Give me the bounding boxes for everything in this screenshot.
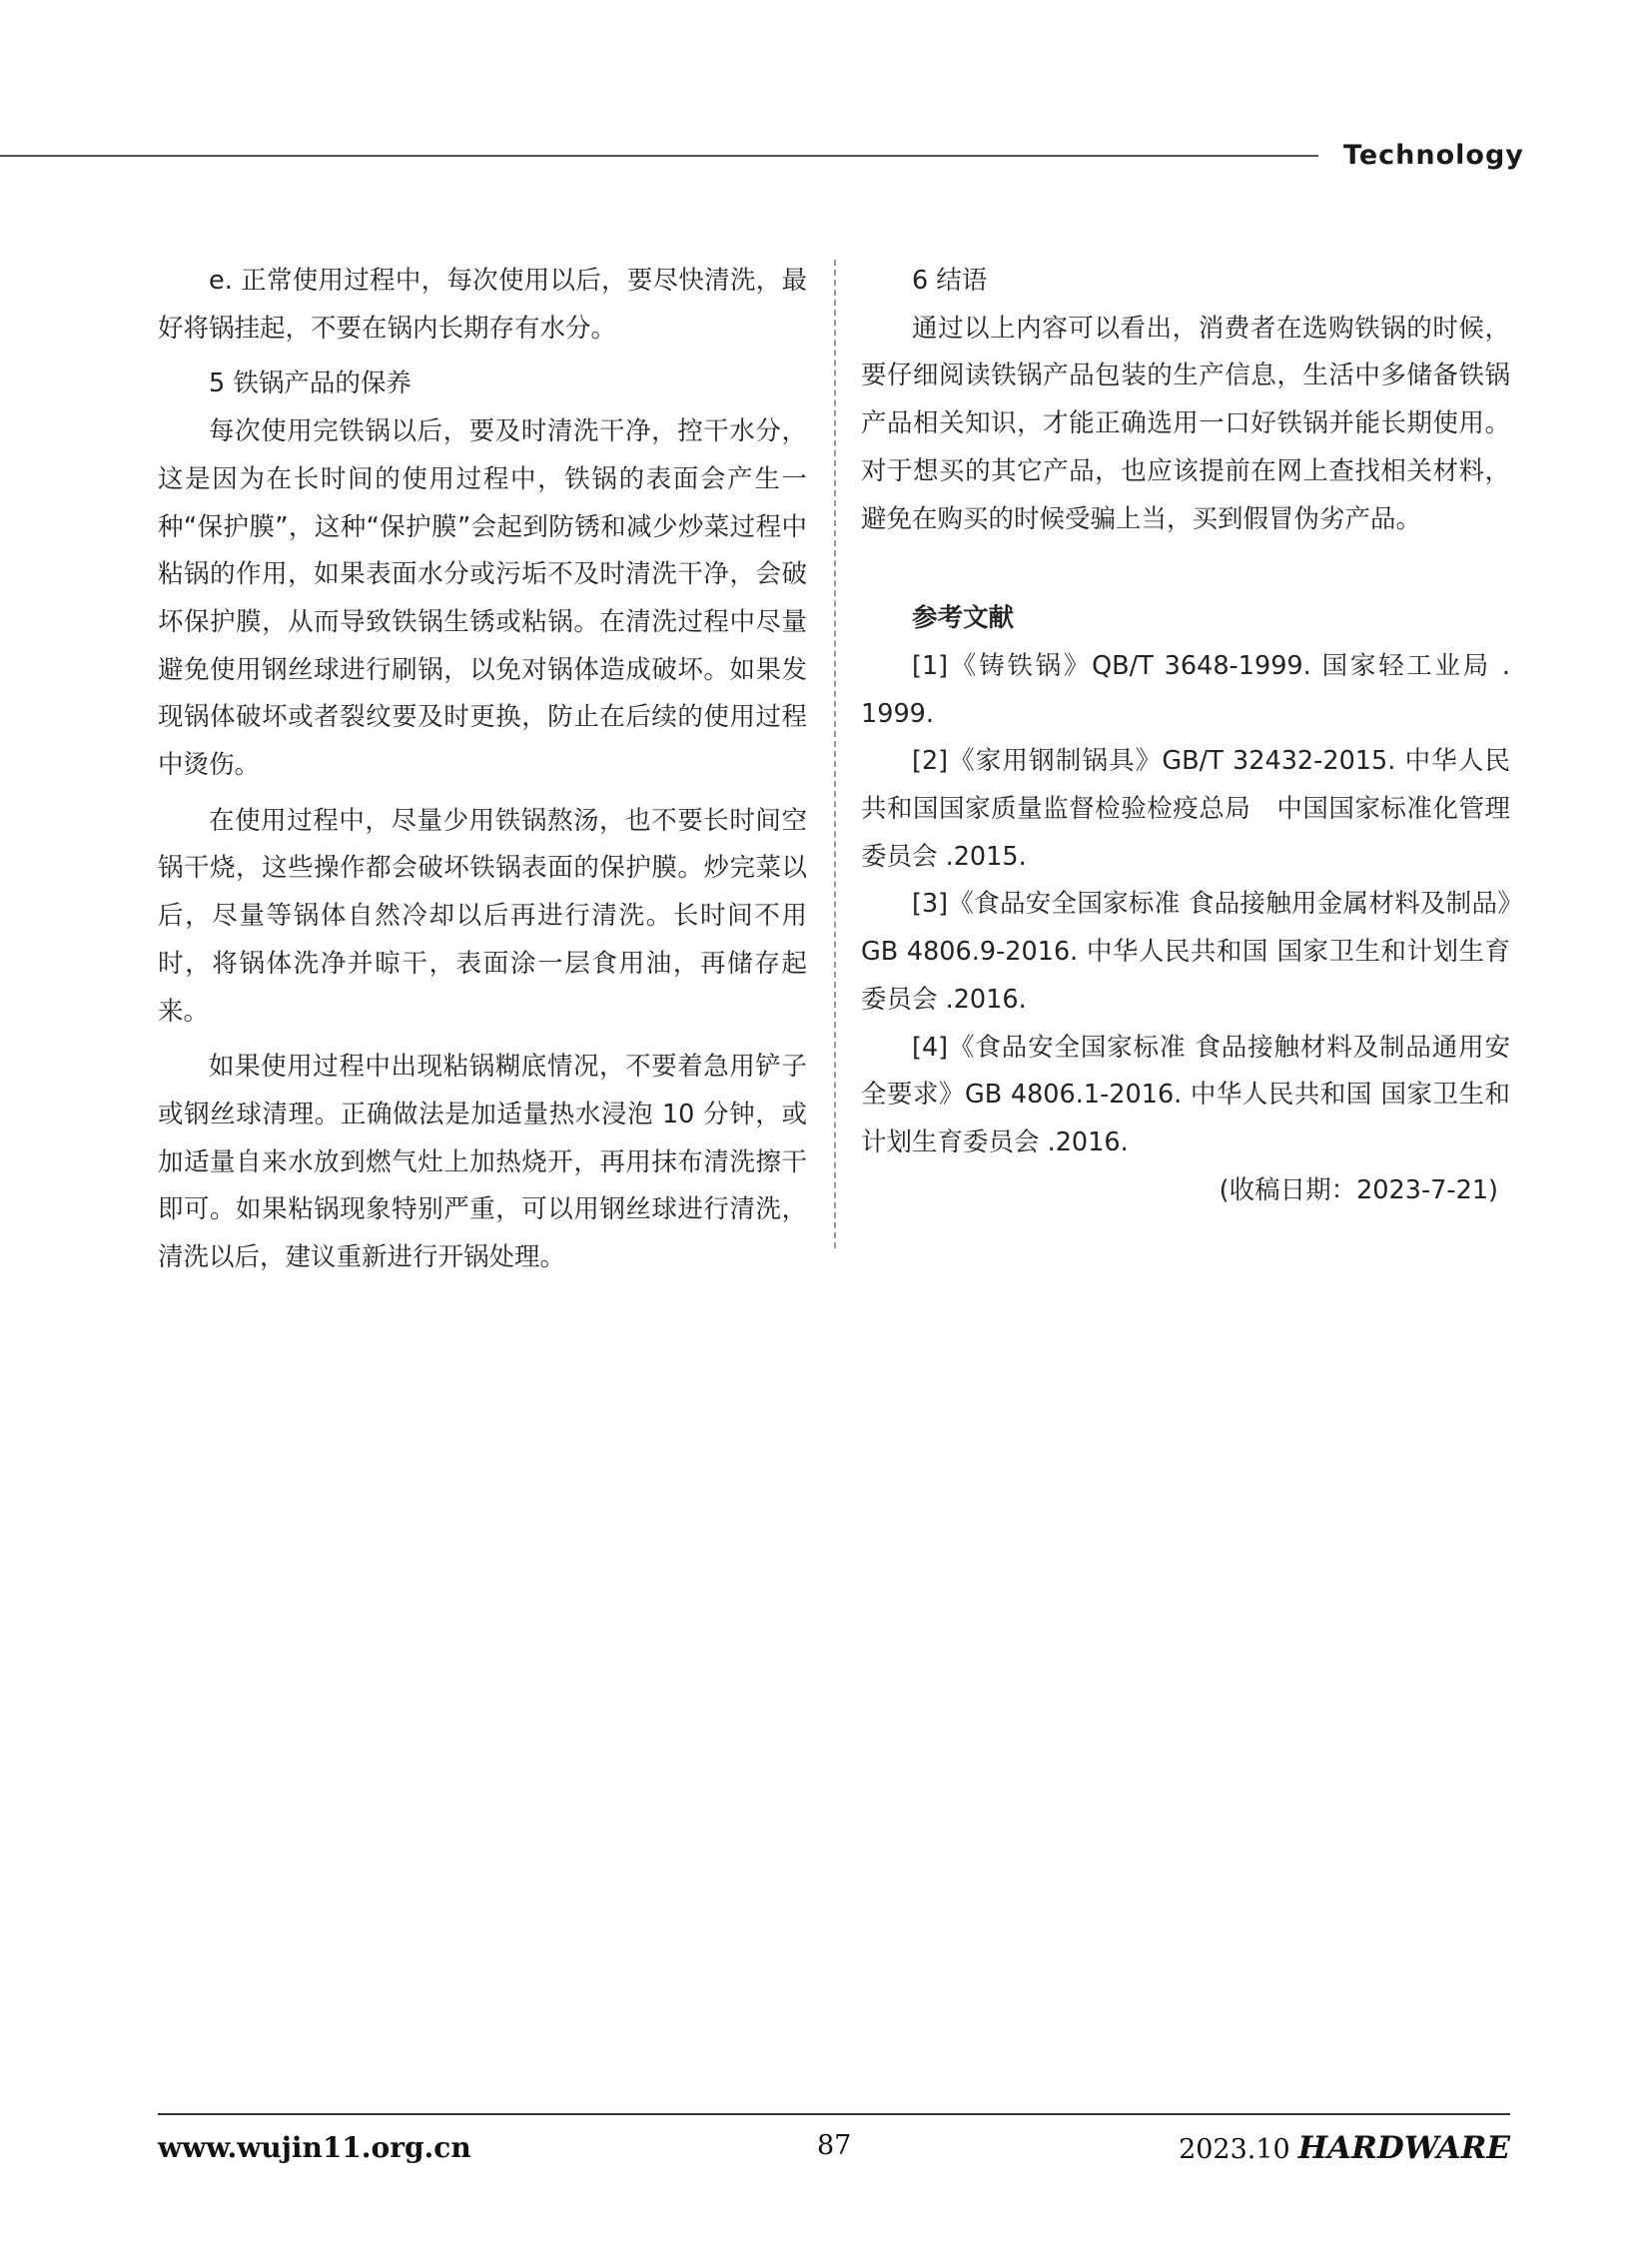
column-divider [834, 260, 836, 1248]
received-date: (收稿日期：2023-7-21) [1219, 1174, 1498, 1205]
spacer [861, 543, 1510, 595]
magazine-name: HARDWARE [1297, 2130, 1510, 2166]
reference-item: [2]《家用钢制锅具》GB/T 32432-2015. 中华人民共和国国家质量监督检验检疫总局 中国国家标准化管理委员会 .2015. [861, 746, 1510, 872]
reference-item: [1]《铸铁锅》QB/T 3648-1999. 国家轻工业局 . 1999. [861, 650, 1510, 729]
left-column [158, 258, 807, 1290]
footer-issue [1179, 2130, 1510, 2166]
page-number: 87 [817, 2130, 852, 2161]
section-heading: 6 结语 [912, 266, 988, 296]
section-tag: Technology [1343, 140, 1524, 171]
section-heading: 5 铁锅产品的保养 [209, 369, 412, 399]
footer-rule [158, 2113, 1510, 2115]
references-heading: 参考文献 [912, 603, 1015, 634]
paragraph: 在使用过程中，尽量少用铁锅熬汤，也不要长时间空锅干烧，这些操作都会破坏铁锅表面的保护膜。炒完菜以后，尽量等锅体自然冷却以后再进行清洗。长时间不用时，将锅体洗净并晾干，表面涂一层食用油，再储存起来。 [158, 805, 807, 1027]
footer-url: www.wujin11.org.cn [158, 2131, 471, 2164]
paragraph: 如果使用过程中出现粘锅糊底情况，不要着急用铲子或钢丝球清理。正确做法是加适量热水浸泡 10 分钟，或加适量自来水放到燃气灶上加热烧开，再用抹布清洗擦干即可。如果粘锅现象特别严重，可以用钢丝球进行清洗，清洗以后，建议重新进行开锅处理。 [158, 1052, 807, 1273]
right-column [861, 258, 1510, 1214]
reference-item: [4]《食品安全国家标准 食品接触材料及制品通用安全要求》GB 4806.1-2016. 中华人民共和国 国家卫生和计划生育委员会 .2016. [861, 1032, 1510, 1157]
paragraph: e. 正常使用过程中，每次使用以后，要尽快清洗，最好将锅挂起，不要在锅内长期存有水分。 [158, 266, 807, 344]
issue-date: 2023.10 [1179, 2134, 1290, 2165]
paragraph: 每次使用完铁锅以后，要及时清洗干净，控干水分，这是因为在长时间的使用过程中，铁锅的表面会产生一种“保护膜”，这种“保护膜”会起到防锈和减少炒菜过程中粘锅的作用，如果表面水分或污垢不及时清洗干净，会破坏保护膜，从而导致铁锅生锈或粘锅。在清洗过程中尽量避免使用钢丝球进行刷锅，以免对锅体造成破坏。如果发现锅体破坏或者裂纹要及时更换，防止在后续的使用过程中烫伤。 [158, 416, 807, 781]
paragraph: 通过以上内容可以看出，消费者在选购铁锅的时候，要仔细阅读铁锅产品包装的生产信息，生活中多储备铁锅产品相关知识，才能正确选用一口好铁锅并能长期使用。对于想买的其它产品，也应该提前在网上查找相关材料，避免在购买的时候受骗上当，买到假冒伪劣产品。 [861, 313, 1510, 534]
header-rule [0, 155, 1318, 157]
reference-item: [3]《食品安全国家标准 食品接触用金属材料及制品》GB 4806.9-2016. 中华人民共和国 国家卫生和计划生育委员会 .2016. [861, 889, 1510, 1015]
